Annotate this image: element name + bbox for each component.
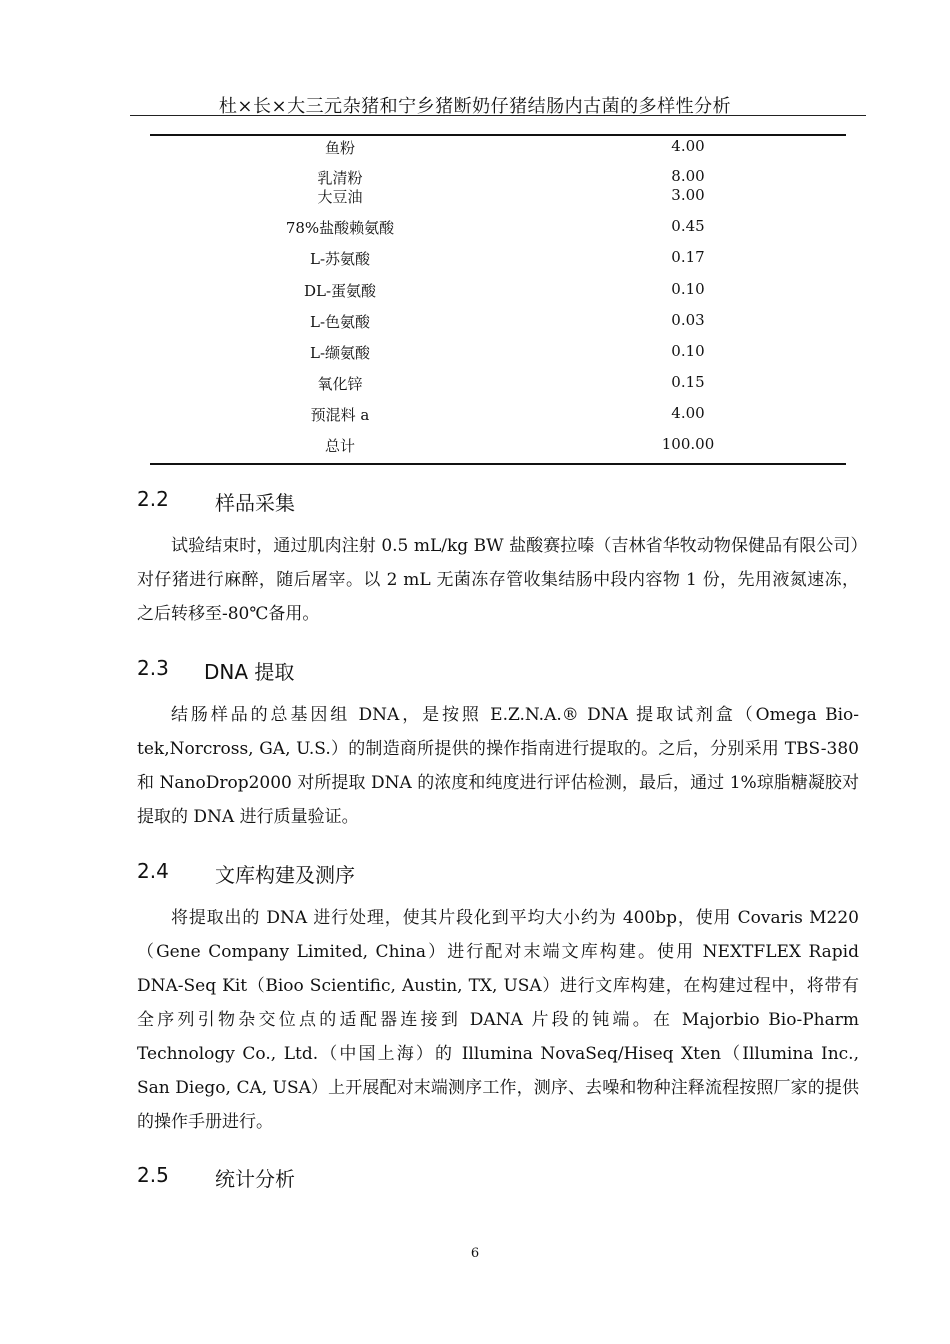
section-number: 2.4 [137,859,169,883]
ingredient-value: 100.00 [661,435,715,453]
table-row-total [150,435,846,455]
table-row [150,404,846,424]
running-header: 杜×长×大三元杂猪和宁乡猪断奶仔猪结肠内古菌的多样性分析 [218,96,732,117]
ingredient-value: 0.45 [671,217,705,235]
ingredient-name: DL-蛋氨酸 [303,282,377,300]
ingredient-name: 氧化锌 [317,375,363,393]
ingredient-value: 0.15 [671,373,705,391]
ingredient-name: 大豆油 [317,188,363,206]
ingredient-value: 0.17 [671,248,705,266]
section-2-3-paragraph: 结肠样品的总基因组 DNA，是按照 E.Z.N.A.® DNA 提取试剂盒（Omega Bio-tek,Norcross, GA, U.S.）的制造商所提供的操作指南进行提取的。之后，分别采用 TBS-380 和 NanoDrop2000 对所提取 DNA 的浓度和纯度进行评估检测，最后，通过 1%琼脂糖凝胶对提取的 DNA 进行质量验证。 [137,705,859,827]
ingredient-value: 0.10 [671,280,705,298]
ingredient-name: L-色氨酸 [309,313,371,331]
section-title: 统计分析 [215,1167,295,1191]
ingredient-value: 4.00 [671,404,705,422]
table-row [150,373,846,393]
ingredient-value: 4.00 [671,137,705,155]
table-row [150,248,846,268]
table-row [150,342,846,362]
table-row [150,311,846,331]
ingredient-name: 鱼粉 [324,139,355,157]
ingredient-value: 3.00 [671,186,705,204]
section-number: 2.5 [137,1163,169,1187]
ingredient-value: 8.00 [671,167,705,185]
ingredient-name: 总计 [324,437,355,455]
table-row [150,217,846,237]
ingredient-name: 78%盐酸赖氨酸 [285,219,395,237]
section-title: 样品采集 [215,491,295,515]
table-top-rule [150,134,846,136]
section-2-4-paragraph: 将提取出的 DNA 进行处理，使其片段化到平均大小约为 400bp，使用 Covaris M220（Gene Company Limited, China）进行配对末端文库构建。使用 NEXTFLEX Rapid DNA-Seq Kit（Bioo Scientific, Austin, TX, USA）进行文库构建，在构建过程中，将带有全序列引物杂交位点的适配器连接到 DANA 片段的钝端。在 Majorbio Bio-Pharm Technology Co., Ltd.（中国上海）的 Illumina NovaSeq/Hiseq Xten（Illumina Inc., San Diego, CA, USA）上开展配对末端测序工作，测序、去噪和物种注释流程按照厂家的提供的操作手册进行。 [137,908,859,1132]
section-title: DNA 提取 [204,660,295,684]
table-row [150,137,846,157]
ingredient-name: 乳清粉 [317,169,363,187]
ingredient-name: L-缬氨酸 [309,344,371,362]
table-row [150,167,846,187]
table-bottom-rule [150,463,846,465]
table-row [150,186,846,206]
section-number: 2.2 [137,487,169,511]
header-rule [130,115,866,116]
ingredient-value: 0.03 [671,311,705,329]
ingredient-name: 预混料 a [310,406,370,424]
section-2-2-paragraph: 试验结束时，通过肌肉注射 0.5 mL/kg BW 盐酸赛拉嗪（吉林省华牧动物保健品有限公司）对仔猪进行麻醉，随后屠宰。以 2 mL 无菌冻存管收集结肠中段内容物 1 份，先用液氮速冻，之后转移至-80℃备用。 [137,536,859,624]
ingredient-value: 0.10 [671,342,705,360]
page-number: 6 [470,1246,480,1261]
section-title: 文库构建及测序 [215,863,355,887]
section-number: 2.3 [137,656,169,680]
ingredient-name: L-苏氨酸 [309,250,371,268]
table-row [150,280,846,300]
